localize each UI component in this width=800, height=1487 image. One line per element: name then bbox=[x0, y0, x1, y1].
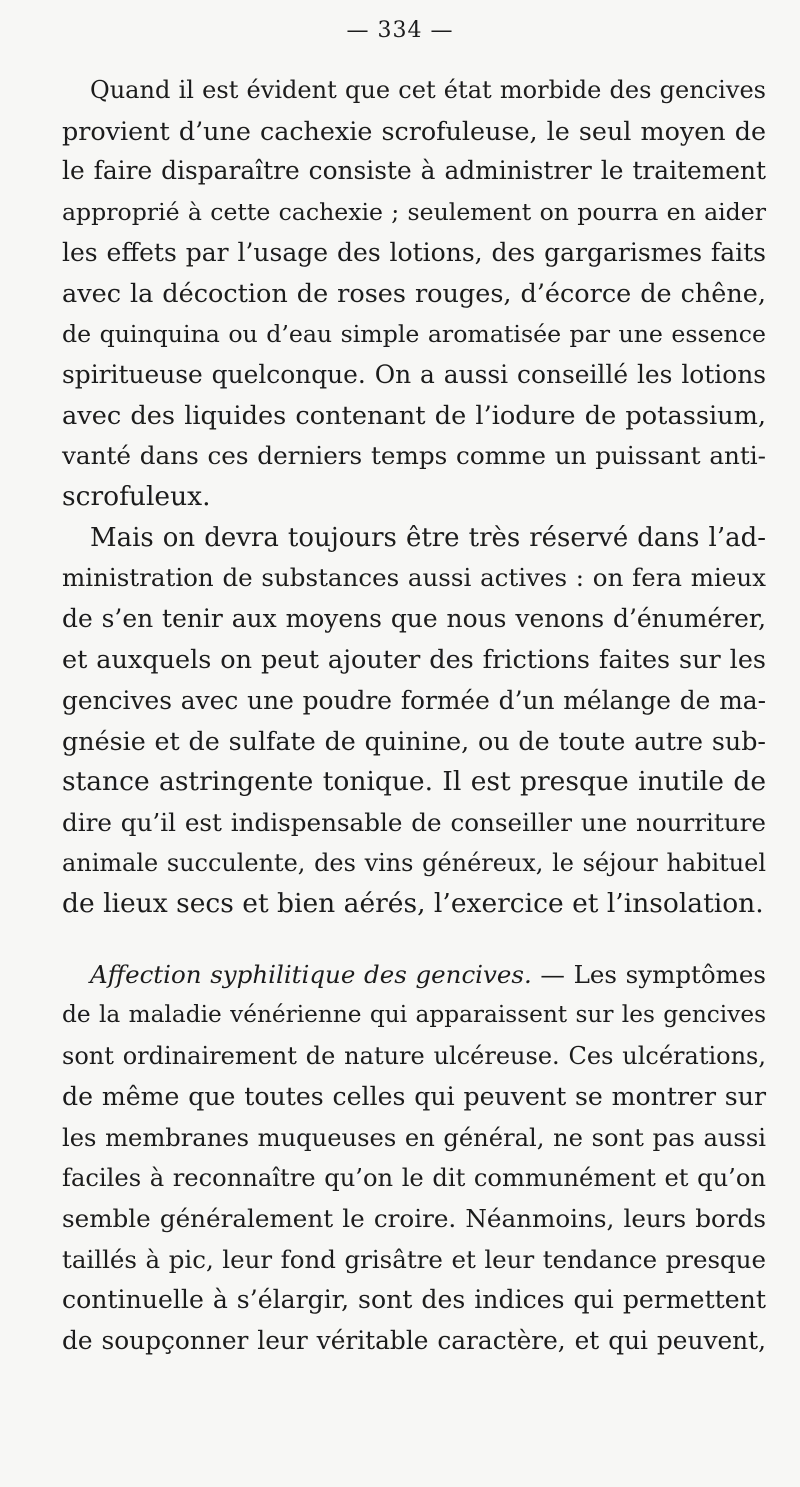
text-line: dire qu’il est indispensable de conseiller une nourriture bbox=[62, 807, 766, 837]
text-line: de soupçonner leur véritable caractère, et qui peuvent, bbox=[62, 1326, 766, 1356]
heading-continuation: — Les symptômes bbox=[531, 959, 766, 989]
text-line: de s’en tenir aux moyens que nous venons d’énumérer, bbox=[62, 604, 766, 634]
body-text bbox=[62, 70, 766, 1362]
text-line: scrofuleux. bbox=[62, 481, 211, 513]
text-line: Mais on devra toujours être très réservé dans l’ad- bbox=[90, 522, 766, 553]
text-line: taillés à pic, leur fond grisâtre et leur tendance presque bbox=[62, 1244, 766, 1274]
text-line: de lieux secs et bien aérés, l’exercice et l’insolation. bbox=[62, 888, 764, 920]
section-heading: Affection syphilitique des gencives. bbox=[90, 959, 532, 989]
text-line: provient d’une cachexie scrofuleuse, le seul moyen de bbox=[62, 115, 766, 146]
paragraph-3 bbox=[62, 955, 766, 1362]
paragraph-1 bbox=[62, 70, 766, 518]
text-line: avec la décoction de roses rouges, d’écorce de chêne, bbox=[62, 278, 766, 309]
paragraph-gap bbox=[62, 925, 766, 955]
text-line: ministration de substances aussi actives : on fera mieux bbox=[62, 563, 766, 593]
text-line: avec des liquides contenant de l’iodure de potassium, bbox=[62, 400, 766, 431]
text-line: les effets par l’usage des lotions, des gargarismes faits bbox=[62, 237, 766, 267]
text-line: vanté dans ces derniers temps comme un puissant anti- bbox=[62, 441, 766, 471]
text-line: continuelle à s’élargir, sont des indices qui permettent bbox=[62, 1285, 766, 1315]
text-line: et auxquels on peut ajouter des frictions faites sur les bbox=[62, 644, 766, 675]
text-line: sont ordinairement de nature ulcéreuse. Ces ulcérations, bbox=[62, 1042, 766, 1071]
text-line: de même que toutes celles qui peuvent se montrer sur bbox=[62, 1081, 766, 1111]
text-line: Quand il est évident que cet état morbide des gencives bbox=[90, 76, 766, 104]
text-line: les membranes muqueuses en général, ne sont pas aussi bbox=[62, 1123, 766, 1152]
text-line: de la maladie vénérienne qui apparaissent sur les gencives bbox=[62, 1001, 766, 1029]
text-line: le faire disparaître consiste à administrer le traitement bbox=[62, 156, 766, 186]
text-line: de quinquina ou d’eau simple aromatisée par une essence bbox=[62, 320, 766, 349]
text-line: spiritueuse quelconque. On a aussi conseillé les lotions bbox=[62, 359, 766, 389]
text-line: faciles à reconnaître qu’on le dit communément et qu’on bbox=[62, 1164, 766, 1193]
text-line: semble généralement le croire. Néanmoins, leurs bords bbox=[62, 1203, 766, 1233]
text-line: stance astringente tonique. Il est presque inutile de bbox=[62, 765, 766, 797]
text-line: animale succulente, des vins généreux, le séjour habituel bbox=[62, 849, 766, 878]
text-line: gnésie et de sulfate de quinine, ou de toute autre sub- bbox=[62, 726, 766, 757]
paragraph-2 bbox=[62, 518, 766, 925]
section-heading-line bbox=[62, 955, 766, 996]
text-line: approprié à cette cachexie ; seulement on pourra en aider bbox=[62, 198, 766, 227]
page-number: — 334 — bbox=[346, 18, 454, 43]
text-line: gencives avec une poudre formée d’un mélange de ma- bbox=[62, 685, 766, 715]
